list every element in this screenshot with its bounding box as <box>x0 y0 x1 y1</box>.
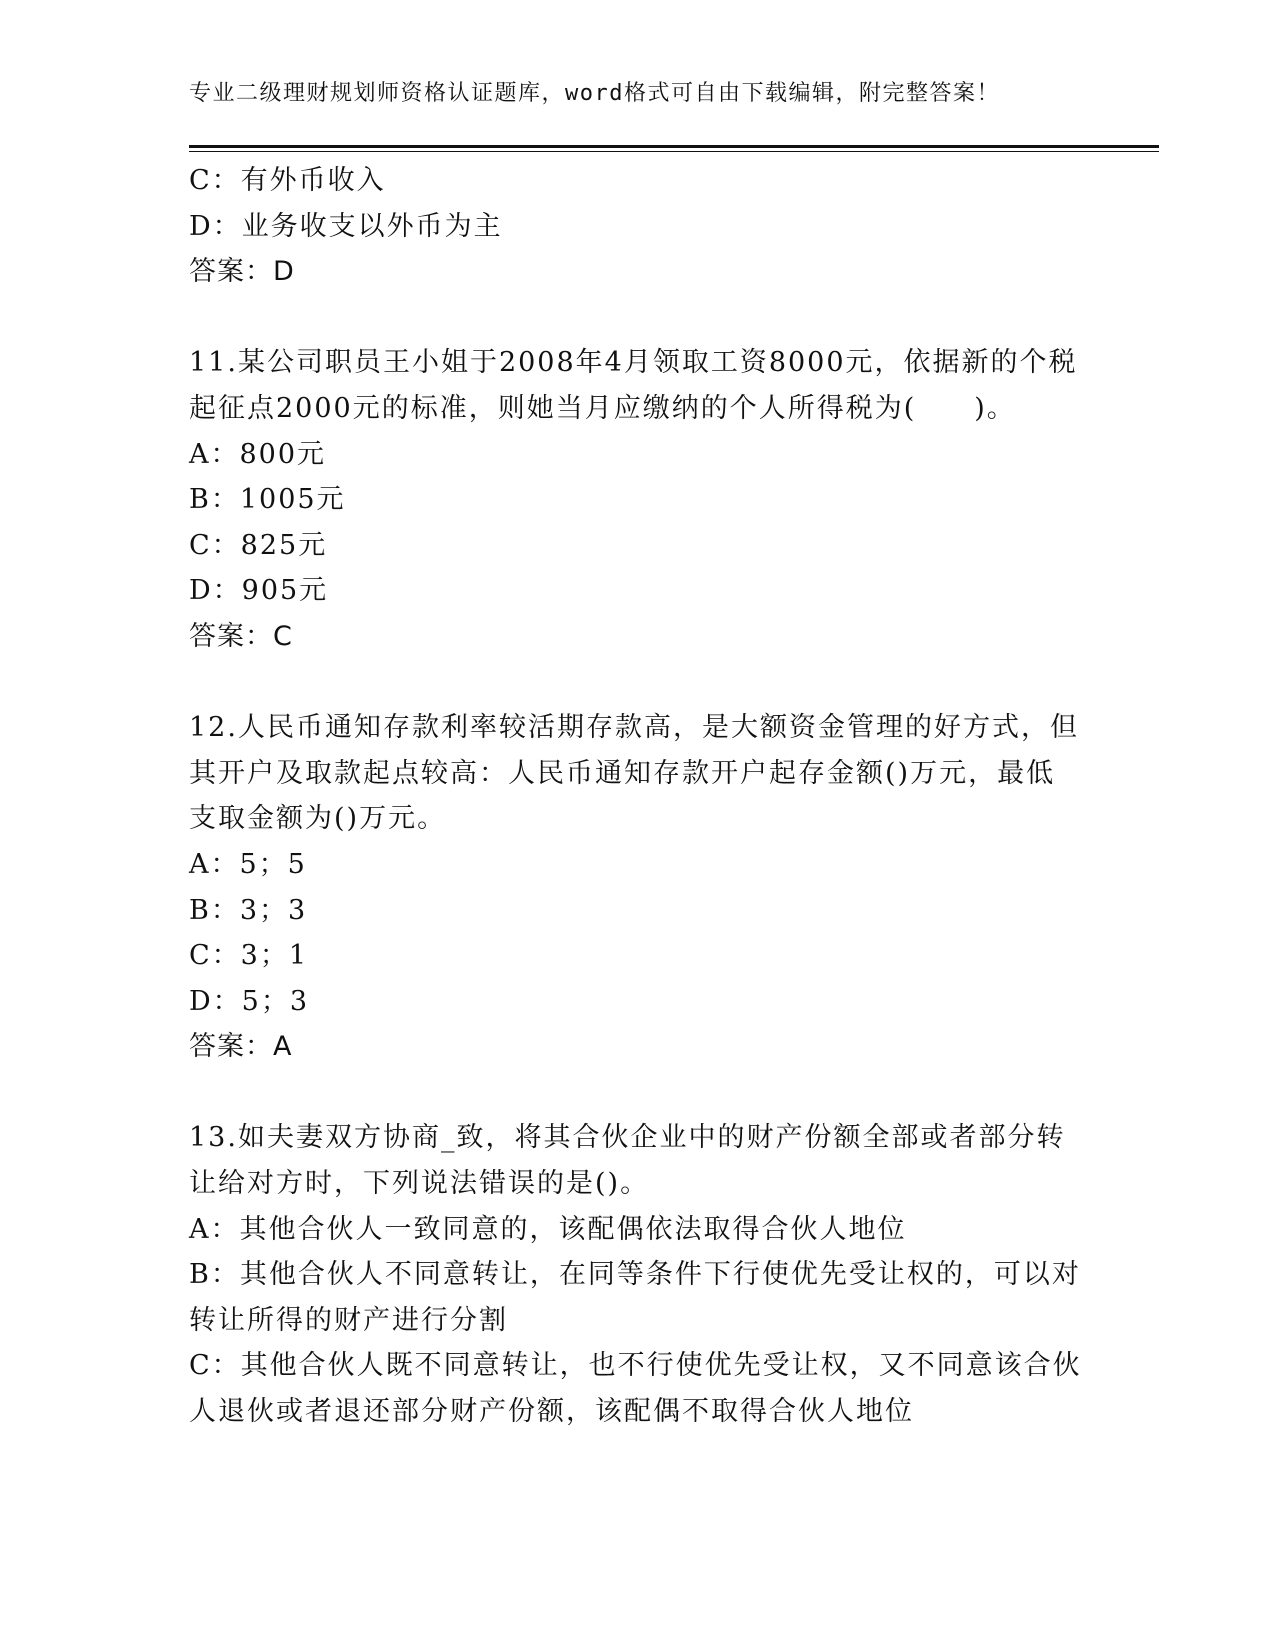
option-d: D：5；3 <box>189 985 310 1017</box>
option-c-continued: 人退伙或者退还部分财产份额，该配偶不取得合伙人地位 <box>189 1396 914 1428</box>
option-b: B：其他合伙人不同意转让，在同等条件下行使优先受让权的，可以对 <box>189 1259 1081 1291</box>
spacer <box>189 295 1089 341</box>
spacer <box>189 1070 1089 1116</box>
option-c: C：3；1 <box>189 940 309 972</box>
question-stem: 起征点2000元的标准，则她当月应缴纳的个人所得税为( )。 <box>189 392 1016 424</box>
answer: 答案：C <box>189 620 293 652</box>
option-c: C：有外币收入 <box>189 165 386 196</box>
option-a: A：5；5 <box>189 848 307 880</box>
spacer <box>189 660 1089 706</box>
option-d: D：905元 <box>189 575 329 607</box>
option-a: A：其他合伙人一致同意的，该配偶依法取得合伙人地位 <box>189 1213 907 1245</box>
question-content <box>189 158 1089 1435</box>
question-stem: 让给对方时，下列说法错误的是()。 <box>189 1168 650 1200</box>
option-b-continued: 转让所得的财产进行分割 <box>189 1304 508 1336</box>
option-b: B：3；3 <box>189 894 308 926</box>
option-c: C：其他合伙人既不同意转让，也不行使优先受让权，又不同意该合伙 <box>189 1350 1082 1382</box>
answer: 答案：A <box>189 1031 293 1063</box>
question-13 <box>189 1115 1089 1434</box>
question-stem: 支取金额为()万元。 <box>189 803 447 835</box>
question-stem: 13.如夫妻双方协商_致，将其合伙企业中的财产份额全部或者部分转 <box>189 1122 1066 1154</box>
question-stem: 12.人民币通知存款利率较活期存款高，是大额资金管理的好方式，但 <box>189 712 1079 744</box>
question-12 <box>189 705 1089 1070</box>
header-rule-thin <box>189 151 1159 152</box>
option-c: C：825元 <box>189 529 328 561</box>
question-stem: 11.某公司职员王小姐于2008年4月领取工资8000元，依据新的个税 <box>189 347 1078 379</box>
page-header: 专业二级理财规划师资格认证题库，word格式可自由下载编辑，附完整答案！ <box>189 81 1000 106</box>
option-b: B：1005元 <box>189 484 346 516</box>
question-10-tail <box>189 158 1089 295</box>
header-rule-thick <box>189 145 1159 148</box>
question-stem: 其开户及取款起点较高：人民币通知存款开户起存金额()万元，最低 <box>189 757 1056 789</box>
question-11 <box>189 340 1089 659</box>
answer: 答案：D <box>189 256 295 288</box>
option-d: D：业务收支以外币为主 <box>189 210 503 242</box>
option-a: A：800元 <box>189 438 327 470</box>
